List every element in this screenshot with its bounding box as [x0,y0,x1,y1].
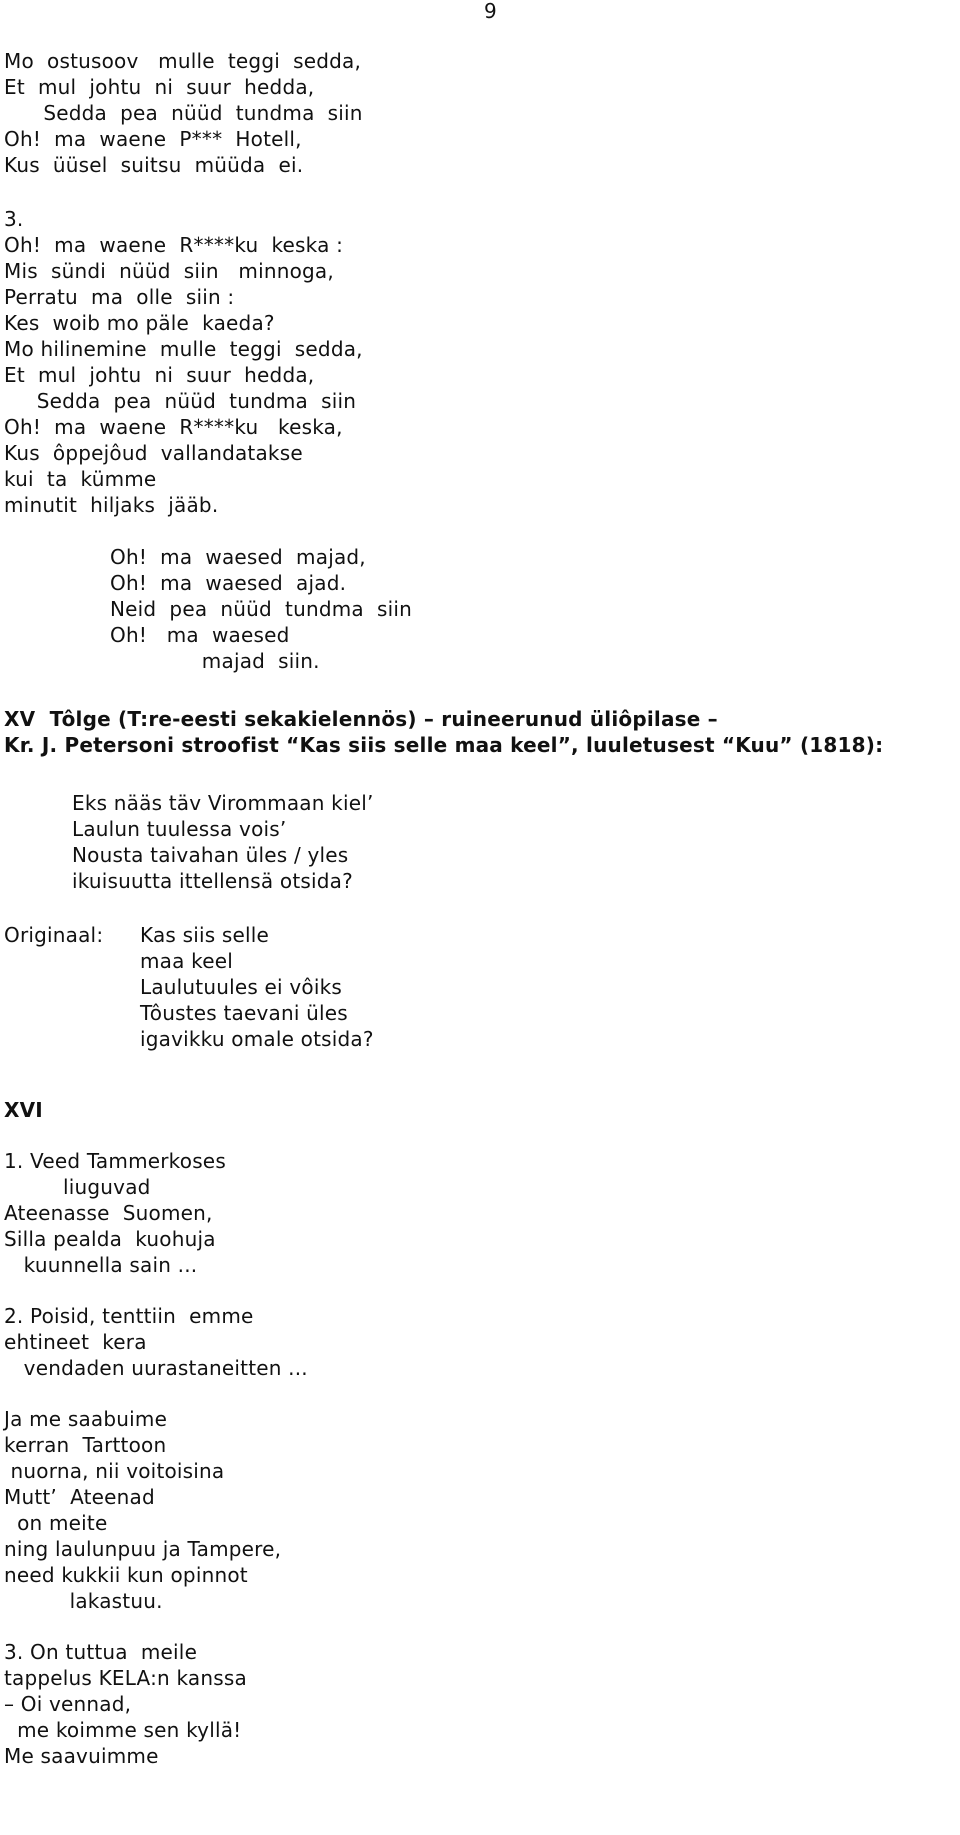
translation-line: Nousta taivahan üles / yles [72,843,349,867]
poem-line: minutit hiljaks jääb. [4,493,219,517]
refrain-line: Oh! ma waesed ajad. [110,571,347,595]
original-line: igavikku omale otsida? [140,1027,374,1051]
poem-line: liuguvad [4,1175,151,1199]
original-line: Laulutuules ei vôiks [140,975,342,999]
poem-line: Ateenasse Suomen, [4,1201,213,1225]
stanza-number: 3. [4,207,24,231]
original-line: Tôustes taevani üles [140,1001,348,1025]
poem-line: Oh! ma waene R****ku keska, [4,415,343,439]
poem-line: Kes woib mo päle kaeda? [4,311,275,335]
poem-line: Et mul johtu ni suur hedda, [4,363,315,387]
poem-line: kui ta kümme [4,467,157,491]
section-heading: Kr. J. Petersoni stroofist “Kas siis selle maa keel”, luuletusest “Kuu” (1818): [4,733,884,757]
poem-line: Sedda pea nüüd tundma siin [4,389,357,413]
poem-line: ehtineet kera [4,1330,147,1354]
refrain-line: Neid pea nüüd tundma siin [110,597,412,621]
poem-line: tappelus KELA:n kanssa [4,1666,247,1690]
original-label: Originaal: [4,923,104,947]
poem-line: me koimme sen kyllä! [4,1718,242,1742]
refrain-line: Oh! ma waesed [110,623,290,647]
poem-line: 1. Veed Tammerkoses [4,1149,226,1173]
poem-line: vendaden uurastaneitten ... [4,1356,308,1380]
poem-line: Mis sündi nüüd siin minnoga, [4,259,334,283]
poem-line: Oh! ma waene R****ku keska : [4,233,344,257]
refrain-line: majad siin. [110,649,320,673]
poem-line: Mutt’ Ateenad [4,1485,155,1509]
translation-line: ikuisuutta ittellensä otsida? [72,869,353,893]
section-heading: XVI [4,1098,43,1122]
poem-line: nuorna, nii voitoisina [4,1459,225,1483]
poem-line: Kus üüsel suitsu müüda ei. [4,153,304,177]
poem-line: Mo hilinemine mulle teggi sedda, [4,337,363,361]
original-line: maa keel [140,949,233,973]
poem-line: kerran Tarttoon [4,1433,167,1457]
poem-line: Sedda pea nüüd tundma siin [4,101,363,125]
translation-line: Eks nääs täv Virommaan kiel’ [72,791,374,815]
poem-line: – Oi vennad, [4,1692,132,1716]
poem-line: Kus ôppejôud vallandatakse [4,441,303,465]
original-line: Kas siis selle [140,923,270,947]
page-number: 9 [484,0,497,23]
poem-line: Ja me saabuime [4,1407,168,1431]
poem-line: on meite [4,1511,108,1535]
poem-line: 2. Poisid, tenttiin emme [4,1304,254,1328]
refrain-line: Oh! ma waesed majad, [110,545,366,569]
poem-line: ning laulunpuu ja Tampere, [4,1537,282,1561]
poem-line: 3. On tuttua meile [4,1640,198,1664]
poem-line: Mo ostusoov mulle teggi sedda, [4,49,362,73]
poem-line: Et mul johtu ni suur hedda, [4,75,315,99]
poem-line: kuunnella sain ... [4,1253,198,1277]
poem-line: Me saavuimme [4,1744,159,1768]
section-heading: XV Tôlge (T:re-eesti sekakielennös) – ruineerunud üliôpilase – [4,707,718,731]
poem-line: Oh! ma waene P*** Hotell, [4,127,302,151]
poem-line: need kukkii kun opinnot [4,1563,248,1587]
poem-line: lakastuu. [4,1589,163,1613]
poem-line: Perratu ma olle siin : [4,285,235,309]
translation-line: Laulun tuulessa vois’ [72,817,287,841]
poem-line: Silla pealda kuohuja [4,1227,216,1251]
